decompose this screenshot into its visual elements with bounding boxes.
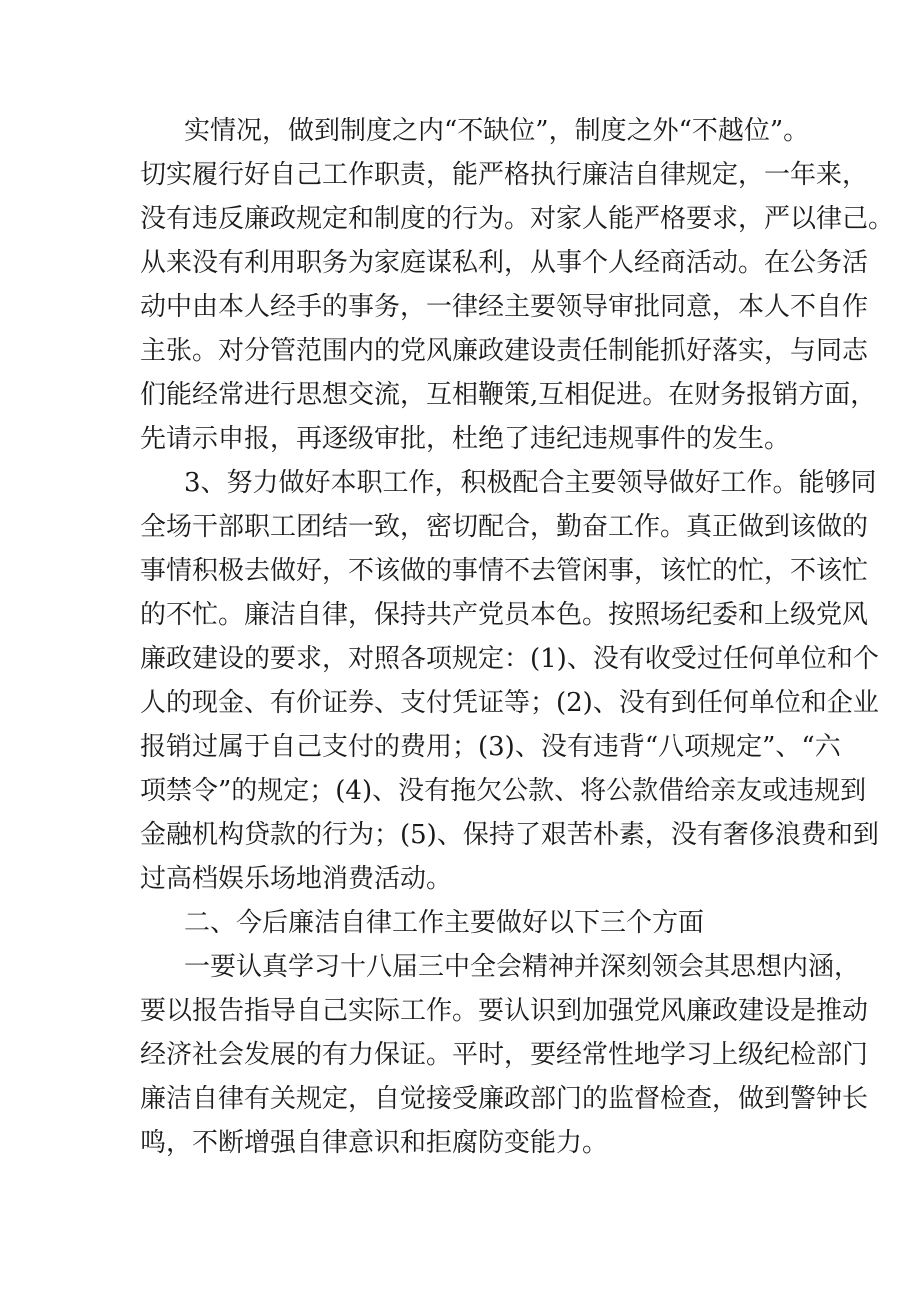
paragraph-line: 廉政建设的要求，对照各项规定：(1)、没有收受过任何单位和个 (140, 644, 879, 674)
paragraph-line: 人的现金、有价证券、支付凭证等；(2)、没有到任何单位和企业 (140, 688, 879, 718)
paragraph-line: 项禁令”的规定；(4)、没有拖欠公款、将公款借给亲友或违规到 (140, 776, 867, 806)
paragraph-line: 廉洁自律有关规定，自觉接受廉政部门的监督检查，做到警钟长 (140, 1084, 869, 1114)
paragraph-line: 实情况，做到制度之内“不缺位”，制度之外“不越位”。 (184, 116, 810, 146)
paragraph-line: 3、努力做好本职工作，积极配合主要领导做好工作。能够同 (184, 468, 877, 498)
paragraph-line: 主张。对分管范围内的党风廉政建设责任制能抓好落实，与同志 (140, 336, 869, 366)
paragraph-line: 过高档娱乐场地消费活动。 (140, 864, 453, 894)
paragraph-line: 金融机构贷款的行为；(5)、保持了艰苦朴素，没有奢侈浪费和到 (140, 820, 879, 850)
paragraph-line: 从来没有利用职务为家庭谋私利，从事个人经商活动。在公务活 (140, 248, 869, 278)
paragraph-line: 们能经常进行思想交流，互相鞭策,互相促进。在财务报销方面， (140, 380, 877, 410)
paragraph-line: 一要认真学习十八届三中全会精神并深刻领会其思想内涵， (184, 952, 861, 982)
paragraph-line: 报销过属于自己支付的费用；(3)、没有违背“八项规定”、“六 (140, 732, 841, 762)
paragraph-line: 切实履行好自己工作职责，能严格执行廉洁自律规定，一年来， (140, 160, 869, 190)
paragraph-line: 先请示申报，再逐级审批，杜绝了违纪违规事件的发生。 (140, 424, 791, 454)
paragraph-line: 动中由本人经手的事务，一律经主要领导审批同意，本人不自作 (140, 292, 869, 322)
section-heading: 二、今后廉洁自律工作主要做好以下三个方面 (184, 908, 705, 938)
paragraph-line: 要以报告指导自己实际工作。要认识到加强党风廉政建设是推动 (140, 996, 869, 1026)
paragraph-line: 经济社会发展的有力保证。平时，要经常性地学习上级纪检部门 (140, 1040, 869, 1070)
paragraph-line: 事情积极去做好，不该做的事情不去管闲事，该忙的忙，不该忙 (140, 556, 869, 586)
paragraph-line: 的不忙。廉洁自律，保持共产党员本色。按照场纪委和上级党风 (140, 600, 869, 630)
paragraph-line: 全场干部职工团结一致，密切配合，勤奋工作。真正做到该做的 (140, 512, 869, 542)
paragraph-line: 鸣，不断增强自律意识和拒腐防变能力。 (140, 1128, 609, 1158)
paragraph-line: 没有违反廉政规定和制度的行为。对家人能严格要求，严以律己。 (140, 204, 895, 234)
